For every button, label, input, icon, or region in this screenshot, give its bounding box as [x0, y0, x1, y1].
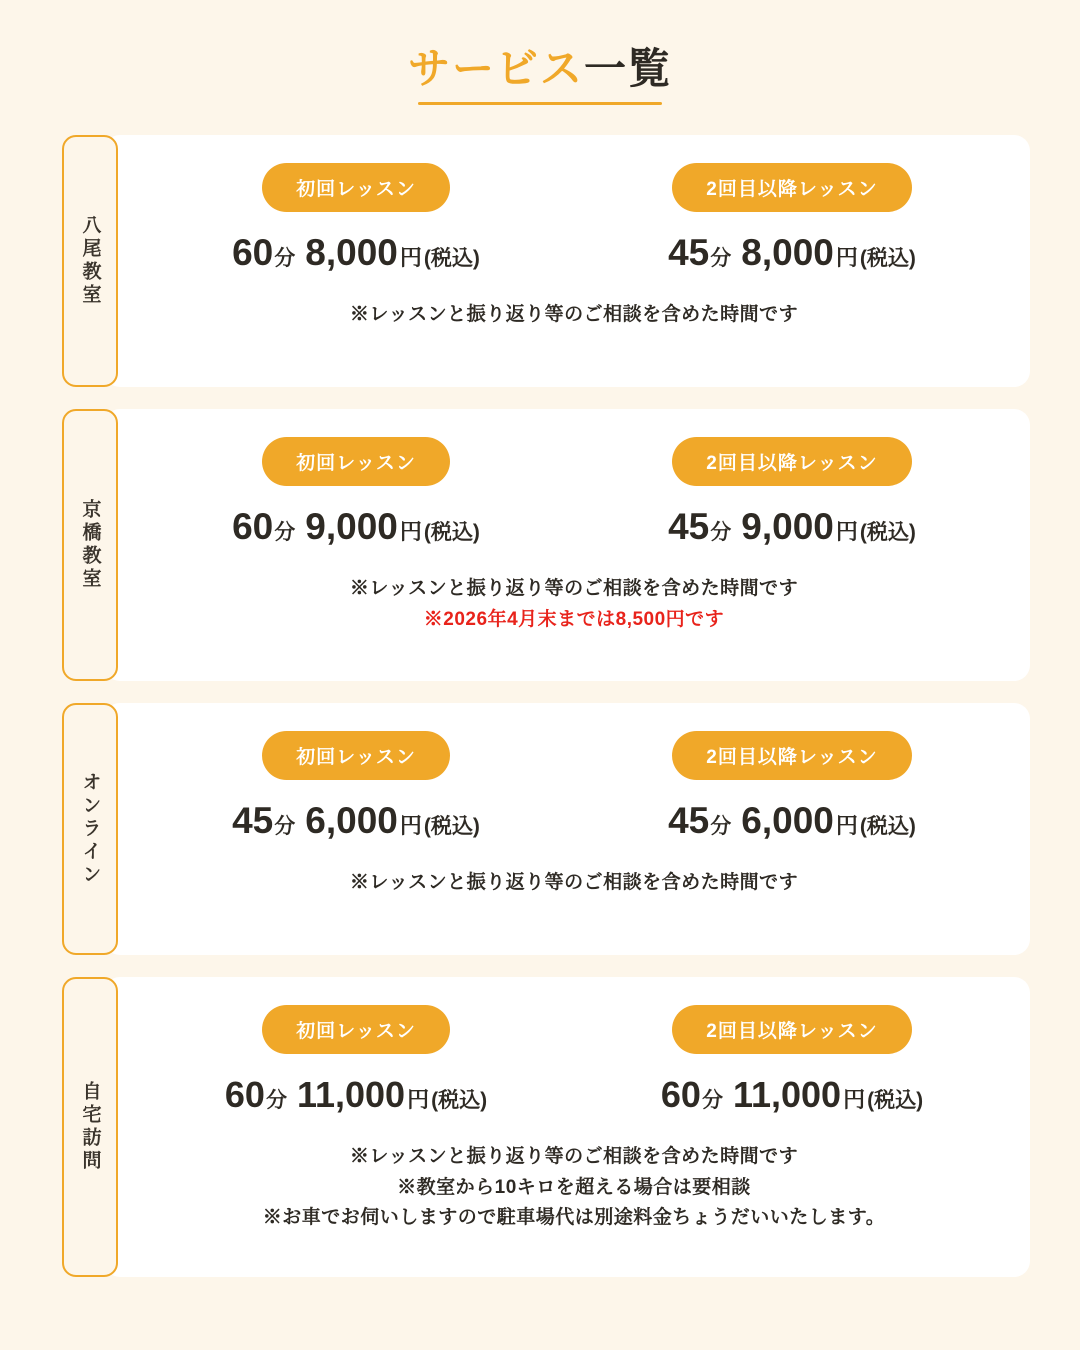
service-category-label: オンライン [79, 771, 101, 887]
price-duration: 60 [232, 232, 274, 274]
plan-badge: 2回目以降レッスン [672, 437, 911, 486]
plan-column [574, 1005, 1000, 1116]
service-card-body [104, 703, 1030, 955]
plan-notes [148, 868, 1000, 898]
price-amount: 6,000 [741, 800, 834, 842]
price-duration-unit: 分 [710, 521, 732, 545]
price-amount: 11,000 [732, 1074, 842, 1116]
plan-price [668, 506, 916, 548]
price-amount: 8,000 [741, 232, 834, 274]
price-duration-unit: 分 [710, 815, 732, 839]
plan-notes [148, 574, 1000, 635]
plan-price [661, 1074, 923, 1116]
price-amount: 9,000 [741, 506, 834, 548]
plan-column [148, 437, 574, 548]
price-duration: 45 [668, 506, 710, 548]
price-amount: 6,000 [305, 800, 398, 842]
price-tax-note: (税込) [859, 521, 916, 545]
plan-grid [148, 437, 1000, 548]
price-currency: 円 [399, 245, 422, 271]
plan-column [574, 437, 1000, 548]
title-underline [418, 102, 662, 105]
plan-notes [148, 1142, 1000, 1233]
plan-badge: 初回レッスン [262, 437, 450, 486]
price-duration: 60 [660, 1074, 701, 1116]
plan-note: ※レッスンと振り返り等のご相談を含めた時間です [349, 1146, 799, 1168]
price-tax-note: (税込) [859, 247, 916, 271]
plan-notes [148, 300, 1000, 330]
plan-note: ※レッスンと振り返り等のご相談を含めた時間です [349, 304, 799, 326]
plan-column [148, 163, 574, 274]
service-category-label: 自宅訪問 [79, 1081, 101, 1174]
plan-grid [148, 163, 1000, 274]
service-card [0, 135, 1080, 387]
service-category-tag [62, 703, 118, 955]
service-category-tag [62, 135, 118, 387]
service-card [0, 703, 1080, 955]
price-duration-unit: 分 [710, 247, 732, 271]
price-currency: 円 [399, 519, 422, 545]
service-category-tag [62, 977, 118, 1277]
service-card-list [0, 135, 1080, 1277]
plan-column [148, 1005, 574, 1116]
page-title [0, 0, 1080, 105]
price-tax-note: (税込) [423, 521, 480, 545]
plan-column [148, 731, 574, 842]
plan-column [574, 163, 1000, 274]
plan-price [232, 800, 480, 842]
plan-note: ※教室から10キロを超える場合は要相談 [397, 1176, 751, 1198]
plan-price [232, 232, 480, 274]
price-duration: 45 [668, 800, 710, 842]
price-duration-unit: 分 [265, 1089, 287, 1113]
plan-price [668, 800, 916, 842]
price-currency: 円 [835, 519, 858, 545]
price-currency: 円 [835, 245, 858, 271]
price-duration: 60 [232, 506, 274, 548]
plan-badge: 2回目以降レッスン [672, 163, 911, 212]
plan-badge: 初回レッスン [262, 163, 450, 212]
price-tax-note: (税込) [423, 247, 480, 271]
page-title-accent: サービス [407, 45, 584, 92]
price-duration: 45 [232, 800, 274, 842]
service-card-body [104, 409, 1030, 681]
service-category-tag [62, 409, 118, 681]
price-duration: 60 [224, 1074, 265, 1116]
service-card [0, 409, 1080, 681]
plan-badge: 2回目以降レッスン [672, 731, 911, 780]
price-tax-note: (税込) [423, 815, 480, 839]
plan-price [225, 1074, 487, 1116]
page-title-dark: 一覧 [584, 45, 673, 92]
plan-badge: 初回レッスン [262, 1005, 450, 1054]
plan-note: ※レッスンと振り返り等のご相談を含めた時間です [349, 578, 799, 600]
plan-note: ※お車でお伺いしますので駐車場代は別途料金ちょうだいいたします。 [262, 1207, 886, 1229]
plan-badge: 2回目以降レッスン [672, 1005, 911, 1054]
price-currency: 円 [843, 1087, 866, 1113]
plan-note: ※レッスンと振り返り等のご相談を含めた時間です [349, 872, 799, 894]
price-tax-note: (税込) [867, 1089, 924, 1113]
price-tax-note: (税込) [859, 815, 916, 839]
service-card [0, 977, 1080, 1277]
price-amount: 11,000 [296, 1074, 406, 1116]
price-duration-unit: 分 [274, 815, 296, 839]
plan-badge: 初回レッスン [262, 731, 450, 780]
service-category-label: 八尾教室 [79, 215, 101, 308]
price-duration-unit: 分 [274, 247, 296, 271]
service-card-body [104, 135, 1030, 387]
plan-grid [148, 1005, 1000, 1116]
plan-note: ※2026年4月末までは8,500円です [423, 608, 725, 630]
price-tax-note: (税込) [431, 1089, 488, 1113]
service-category-label: 京橋教室 [79, 499, 101, 592]
price-currency: 円 [407, 1087, 430, 1113]
price-currency: 円 [399, 813, 422, 839]
price-currency: 円 [835, 813, 858, 839]
price-duration-unit: 分 [701, 1089, 723, 1113]
price-duration: 45 [668, 232, 710, 274]
plan-price [232, 506, 480, 548]
price-amount: 8,000 [305, 232, 398, 274]
plan-column [574, 731, 1000, 842]
service-card-body [104, 977, 1030, 1277]
price-duration-unit: 分 [274, 521, 296, 545]
plan-grid [148, 731, 1000, 842]
plan-price [668, 232, 916, 274]
price-amount: 9,000 [305, 506, 398, 548]
